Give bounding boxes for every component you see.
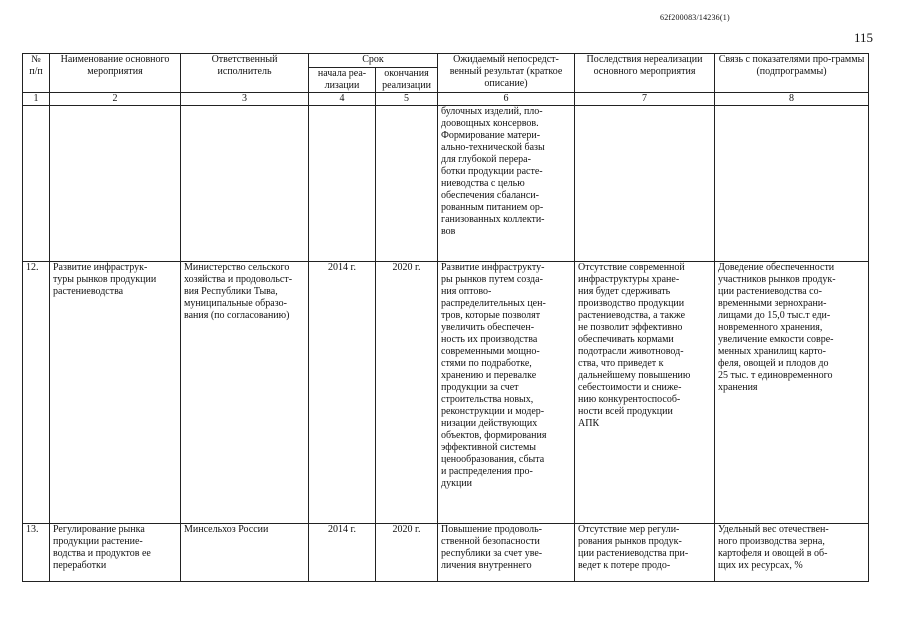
cell-line: Развитие инфраструк-	[53, 262, 148, 273]
row-start: 2014 г.	[309, 524, 376, 582]
column-number: 5	[376, 93, 438, 106]
cell-line: ния оптово-	[441, 286, 492, 297]
header-name: Наименование основного мероприятия	[50, 54, 181, 93]
cell-line: распределительных цен-	[441, 298, 546, 309]
cell-line: феля, овощей и плодов до	[718, 358, 829, 369]
cell-line: Отсутствие мер регули-	[578, 524, 680, 535]
cell-line: увеличение емкости совре-	[718, 334, 834, 345]
row-num	[23, 106, 50, 262]
cell-line: объектов, формирования	[441, 430, 547, 441]
cell-line: АПК	[578, 418, 600, 429]
cell-line: эффективной системы	[441, 442, 537, 453]
cell-line: продукции растение-	[53, 536, 143, 547]
cell-line: доовощных консервов.	[441, 118, 539, 129]
row-name	[50, 106, 181, 262]
column-number: 1	[23, 93, 50, 106]
cell-line: обеспечивать кормами	[578, 334, 674, 345]
cell-line: низации действующих	[441, 418, 538, 429]
cell-line: хранения	[718, 382, 758, 393]
cell-line: рования рынков продук-	[578, 536, 682, 547]
row-start: 2014 г.	[309, 262, 376, 524]
column-number: 2	[50, 93, 181, 106]
row-executor	[181, 262, 309, 524]
cell-line: хранению и перевалке	[441, 370, 537, 381]
cell-line: ально-технической базы	[441, 142, 545, 153]
cell-line: растениеводства	[53, 286, 124, 297]
column-number: 7	[575, 93, 715, 106]
cell-line: вия Республики Тыва,	[184, 286, 278, 297]
cell-line: для глубокой перера-	[441, 154, 531, 165]
cell-line: обеспечения сбаланси-	[441, 190, 539, 201]
table-row	[23, 106, 869, 262]
cell-line: Регулирование рынка	[53, 524, 145, 535]
cell-line: дальнейшему повышению	[578, 370, 691, 381]
header-executor: Ответственный исполнитель	[181, 54, 309, 93]
row-name	[50, 524, 181, 582]
header-end: окончания реализации	[376, 68, 438, 93]
cell-line: хозяйства и продовольст-	[184, 274, 293, 285]
cell-line: увеличить обеспечен-	[441, 322, 535, 333]
cell-line: подотрасли животновод-	[578, 346, 684, 357]
cell-line: временными зернохрани-	[718, 298, 827, 309]
row-link	[715, 106, 869, 262]
column-number: 4	[309, 93, 376, 106]
cell-line: водства и продуктов ее	[53, 548, 151, 559]
cell-line: Доведение обеспеченности	[718, 262, 835, 273]
cell-line: ботки продукции расте-	[441, 166, 543, 177]
cell-line: современными мощно-	[441, 346, 540, 357]
cell-line: вания (по согласованию)	[184, 310, 290, 321]
row-expected	[438, 524, 575, 582]
header-consequences: Последствия нереализации основного мероприятия	[575, 54, 715, 93]
row-consequences	[575, 262, 715, 524]
cell-line: республики за счет уве-	[441, 548, 543, 559]
cell-line: рованным питанием ор-	[441, 202, 544, 213]
cell-line: производство продукции	[578, 298, 685, 309]
cell-line: Министерство сельского	[184, 262, 290, 273]
row-end: 2020 г.	[376, 524, 438, 582]
header-start: начала реа-лизации	[309, 68, 376, 93]
row-executor	[181, 106, 309, 262]
cell-line: Минсельхоз России	[184, 524, 269, 535]
row-expected	[438, 106, 575, 262]
cell-line: продукции за счет	[441, 382, 519, 393]
cell-line: инфраструктуры хране-	[578, 274, 680, 285]
cell-line: ценообразования, сбыта	[441, 454, 545, 465]
cell-line: муниципальные образо-	[184, 298, 287, 309]
row-executor	[181, 524, 309, 582]
cell-line: реконструкции и модер-	[441, 406, 545, 417]
table-row	[23, 262, 869, 524]
cell-line: новременного хранения,	[718, 322, 823, 333]
row-expected	[438, 262, 575, 524]
program-measures-table	[22, 53, 869, 582]
cell-line: ции растениеводства при-	[578, 548, 689, 559]
row-end	[376, 106, 438, 262]
cell-line: ганизованных коллекти-	[441, 214, 545, 225]
cell-line: вов	[441, 226, 456, 237]
cell-line: стями по подработке,	[441, 358, 532, 369]
page-number: 115	[854, 30, 874, 45]
cell-line: менных хранилищ карто-	[718, 346, 826, 357]
cell-line: участников рынков продук-	[718, 274, 836, 285]
cell-line: ции растениеводства со-	[718, 286, 822, 297]
cell-line: нию конкурентоспособ-	[578, 394, 681, 405]
cell-line: Повышение продоволь-	[441, 524, 542, 535]
cell-line: растениеводства, а также	[578, 310, 686, 321]
cell-line: дукции	[441, 478, 473, 489]
cell-line: Удельный вес отечествен-	[718, 524, 829, 535]
header-link: Связь с показателями про-граммы (подпрограммы)	[715, 54, 869, 93]
table-row	[23, 524, 869, 582]
row-end: 2020 г.	[376, 262, 438, 524]
row-name	[50, 262, 181, 524]
cell-line: переработки	[53, 560, 107, 571]
header-term: Срок	[309, 54, 438, 68]
cell-line: щих их ресурсах, %	[718, 560, 803, 571]
cell-line: личения внутреннего	[441, 560, 532, 571]
row-link	[715, 262, 869, 524]
cell-line: не позволит эффективно	[578, 322, 683, 333]
cell-line: ства, что приведет к	[578, 358, 664, 369]
cell-line: картофеля и овощей в об-	[718, 548, 828, 559]
column-number: 8	[715, 93, 869, 106]
header-expected: Ожидаемый непосредст-венный результат (краткое описание)	[438, 54, 575, 93]
cell-line: ного производства зерна,	[718, 536, 825, 547]
cell-line: ниеводства с целью	[441, 178, 525, 189]
cell-line: ведет к потере продо-	[578, 560, 671, 571]
row-link	[715, 524, 869, 582]
cell-line: булочных изделий, пло-	[441, 106, 543, 117]
column-number: 3	[181, 93, 309, 106]
cell-line: ность их производства	[441, 334, 538, 345]
cell-line: тров, которые позволят	[441, 310, 541, 321]
cell-line: туры рынков продукции	[53, 274, 157, 285]
cell-line: себестоимости и сниже-	[578, 382, 682, 393]
cell-line: ственной безопасности	[441, 536, 540, 547]
cell-line: ния будет сдерживать	[578, 286, 671, 297]
cell-line: строительства новых,	[441, 394, 534, 405]
row-num: 13.	[23, 524, 50, 582]
cell-line: ности всей продукции	[578, 406, 673, 417]
cell-line: Отсутствие современной	[578, 262, 685, 273]
row-start	[309, 106, 376, 262]
cell-line: 25 тыс. т единовременного	[718, 370, 833, 381]
column-number: 6	[438, 93, 575, 106]
cell-line: лищами до 15,0 тыс.т еди-	[718, 310, 831, 321]
cell-line: ры рынков путем созда-	[441, 274, 543, 285]
row-consequences	[575, 524, 715, 582]
header-num: № п/п	[23, 54, 50, 93]
cell-line: Формирование матери-	[441, 130, 541, 141]
cell-line: Развитие инфраструкту-	[441, 262, 545, 273]
row-num: 12.	[23, 262, 50, 524]
document-id: 62f200083/14236(1)	[660, 13, 730, 22]
row-consequences	[575, 106, 715, 262]
cell-line: и распределения про-	[441, 466, 533, 477]
